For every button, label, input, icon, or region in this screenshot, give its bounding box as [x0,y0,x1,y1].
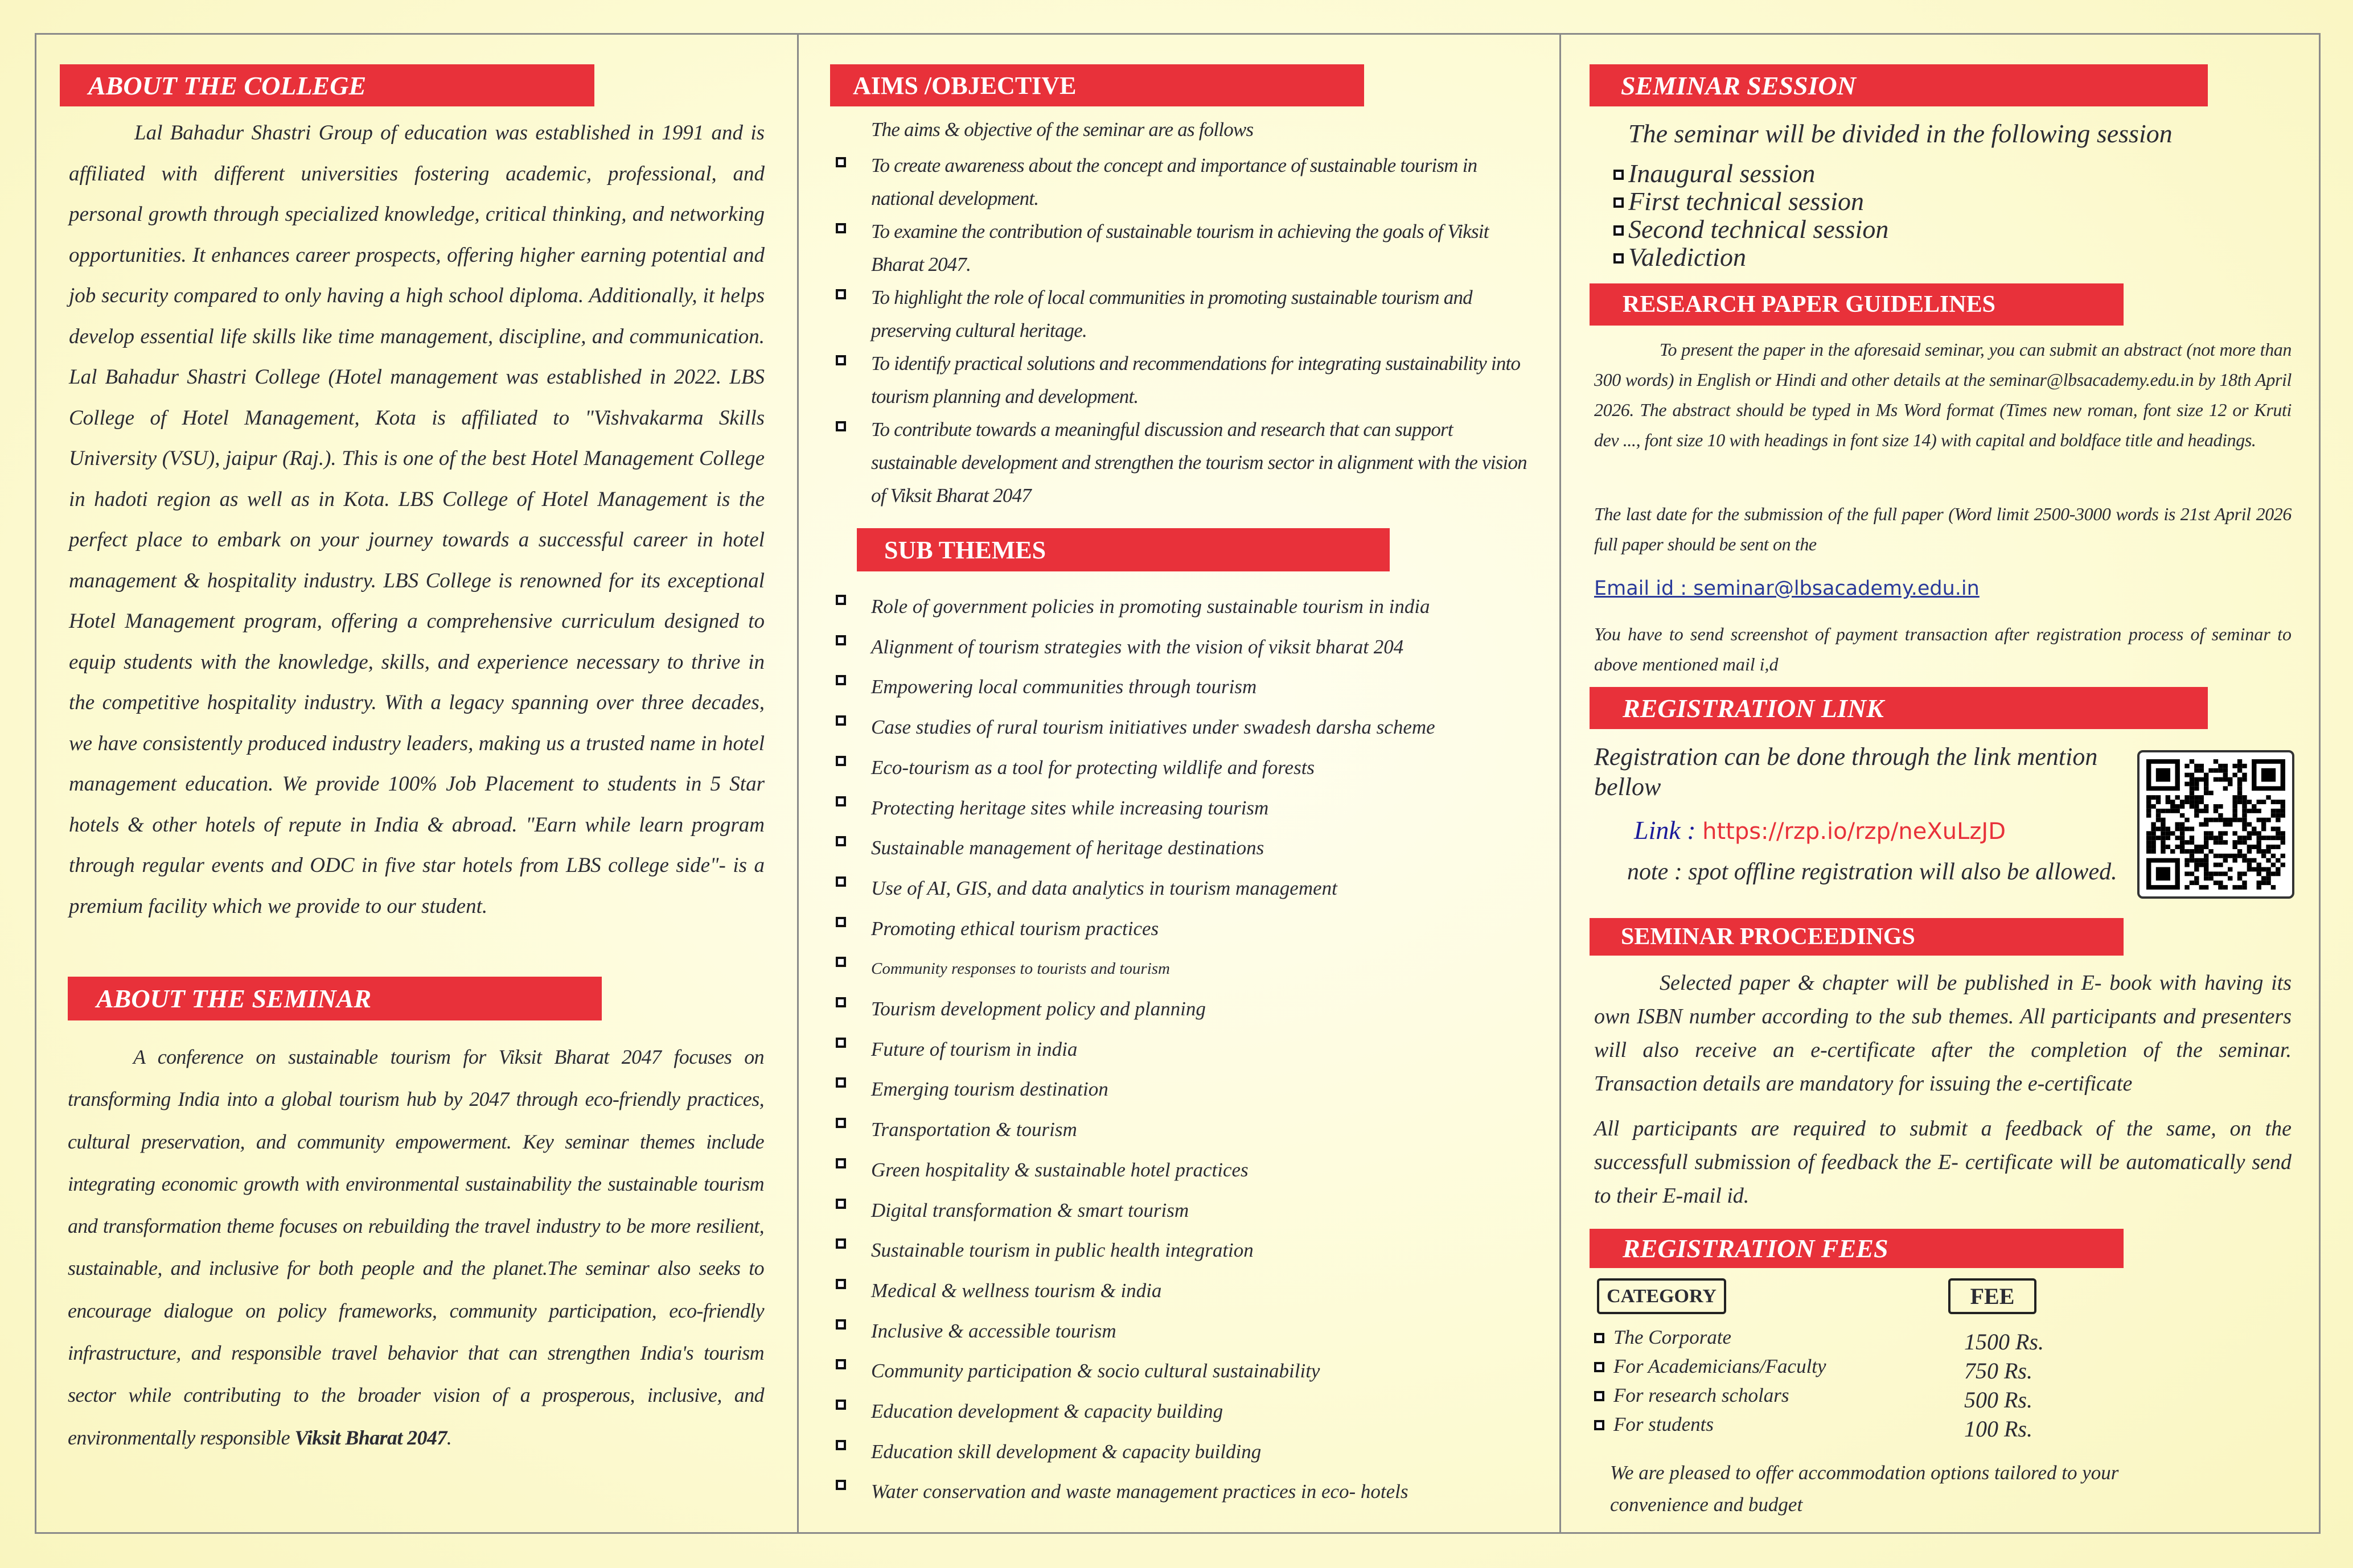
aim-item-text: To examine the contribution of sustainable tourism in achieving the goals of Viksit Bharat 2047. [871,220,1489,275]
sub-theme-item [836,788,1547,829]
aim-item-text: To identify practical solutions and recommendations for integrating sustainability into tourism planning and development. [871,352,1521,408]
sub-themes-heading: SUB THEMES [857,528,1390,571]
aim-item [836,149,1536,215]
about-seminar-body: A conference on sustainable tourism for Viksit Bharat 2047 focuses on transforming India into a global tourism hub by 2047 through eco-friendly practices, cultural preservation, and community empowerment. Key seminar themes include integrating economic growth with environmental sustainability the sustainable tourism and transformation theme focuses on rebuilding the travel industry to be more resilient, sustainable, and inclusive for both people and the planet.The seminar also seeks to encourage dialogue on policy frameworks, community participation, eco-friendly infrastructure, and responsible travel behavior that can strengthen India's tourism sector while contributing to the broader vision of a prosperous, inclusive, and environmentally responsible [68,1046,764,1449]
sub-theme-item [836,1432,1547,1472]
bullet-icon [1594,1420,1604,1430]
about-college-heading: ABOUT THE COLLEGE [60,64,594,106]
sub-theme-item-text: Inclusive & accessible tourism [871,1319,1116,1342]
guidelines-p1: To present the paper in the aforesaid seminar, you can submit an abstract (not more than 300 words) in English or Hindi and other details at the seminar@lbsacademy.edu.in by 18th April 2026. The abstract should be typed in Ms Word format (Times new roman, font size 12 or Kruti dev ..., font size 10 with headings in font size 14) with capital and boldface title and headings. [1594,339,2292,450]
fee-category [1594,1413,1714,1436]
aim-item [836,413,1536,512]
sub-theme-item [836,1110,1547,1150]
sub-theme-item-text: Digital transformation & smart tourism [871,1199,1189,1221]
registration-note: note : spot offline registration will also be allowed. [1627,859,2117,885]
aim-item [836,347,1536,413]
accommodation-note: We are pleased to offer accommodation options tailored to your convenience and budget [1610,1462,2119,1516]
registration-link-row [1634,815,2006,845]
sub-theme-item-text: Eco-tourism as a tool for protecting wildlife and forests [871,756,1315,779]
guidelines-p3: You have to send screenshot of payment transaction after registration process of seminar to above mentioned mail i,d [1594,624,2292,674]
fee-category-text: For Academicians/Faculty [1613,1355,1826,1377]
fee-amount: 1500 Rs. [1964,1329,2044,1355]
bullet-icon [1594,1391,1604,1401]
fee-category [1594,1355,1826,1378]
session-item-text: Inaugural session [1628,159,1816,188]
fee-category-text: For research scholars [1613,1384,1789,1406]
link-label: Link : [1634,816,1696,845]
sub-theme-item-text: Sustainable management of heritage destinations [871,837,1264,859]
fee-category-text: The Corporate [1613,1326,1732,1348]
sub-theme-item-text: Role of government policies in promoting sustainable tourism in india [871,595,1430,618]
session-item [1613,187,1888,215]
fee-category-text: For students [1613,1413,1714,1435]
registration-link-heading: REGISTRATION LINK [1590,687,2208,729]
aims-list [836,149,1536,512]
session-item [1613,215,1888,243]
session-intro: The seminar will be divided in the following session [1628,119,2173,148]
column-divider [1559,33,1561,1534]
sub-theme-item [836,1351,1547,1392]
sub-theme-item [836,627,1547,668]
sub-theme-item-text: Sustainable tourism in public health integration [871,1239,1254,1262]
about-seminar-text [68,1036,764,1459]
sub-theme-item [836,1311,1547,1352]
sub-theme-item [836,1392,1547,1432]
sub-theme-item-text: Water conservation and waste management practices in eco- hotels [871,1480,1408,1503]
proceedings-p1: Selected paper & chapter will be published in E- book with having its own ISBN number according to the sub themes. All participants and presenters will also receive an e-certificate after the completion of the seminar. Transaction details are mandatory for issuing the e-certificate [1594,971,2292,1096]
aim-item-text: To highlight the role of local communities in promoting sustainable tourism and preserving cultural heritage. [871,286,1472,341]
sub-theme-item-text: Medical & wellness tourism & india [871,1279,1162,1302]
guidelines-p2: The last date for the submission of the full paper (Word limit 2500-3000 words is 21st April 2026 full paper should be sent on the [1594,504,2292,554]
sub-theme-item-text: Education development & capacity building [871,1400,1223,1423]
sub-theme-item [836,1069,1547,1110]
about-seminar-end: . [446,1426,452,1449]
sub-theme-item-text: Tourism development policy and planning [871,998,1206,1020]
session-item [1613,243,1888,271]
aims-heading: AIMS /OBJECTIVE [830,64,1364,106]
fee-category [1594,1384,1789,1407]
sub-theme-item-text: Community responses to tourists and tourism [871,960,1170,978]
sub-theme-item [836,909,1547,949]
aims-intro: The aims & objective of the seminar are as follows [871,118,1254,141]
email-link[interactable]: Email id : seminar@lbsacademy.edu.in [1594,577,1980,600]
seminar-session-heading: SEMINAR SESSION [1590,64,2208,106]
sub-theme-item [836,869,1547,909]
aim-item-text: To create awareness about the concept and importance of sustainable tourism in national development. [871,154,1477,209]
sub-theme-item-text: Community participation & socio cultural sustainability [871,1360,1320,1382]
session-item-text: Valediction [1628,242,1746,271]
bullet-icon [1594,1362,1604,1372]
sub-theme-item-text: Promoting ethical tourism practices [871,917,1159,940]
research-guidelines-heading: RESEARCH PAPER GUIDELINES [1590,283,2124,326]
registration-url[interactable]: https://rzp.io/rzp/neXuLzJD [1702,818,2006,845]
sub-theme-item-text: Future of tourism in india [871,1038,1078,1060]
sub-theme-item [836,587,1547,627]
sub-theme-item-text: Protecting heritage sites while increasing tourism [871,796,1269,819]
about-seminar-heading: ABOUT THE SEMINAR [68,977,602,1020]
sub-theme-item [836,1472,1547,1512]
about-seminar-bold: Viksit Bharat 2047 [294,1426,447,1449]
registration-fees-heading: REGISTRATION FEES [1590,1229,2124,1268]
aim-item [836,215,1536,281]
session-item-text: First technical session [1628,187,1864,216]
session-list [1613,159,1888,271]
sub-theme-item [836,1230,1547,1271]
sub-theme-item-text: Transportation & tourism [871,1118,1077,1141]
sub-theme-item-text: Green hospitality & sustainable hotel practices [871,1158,1249,1181]
registration-text: Registration can be done through the link mention bellow [1594,743,2098,801]
sub-theme-item [836,667,1547,707]
aim-item [836,281,1536,347]
sub-themes-list [836,587,1547,1512]
fee-amount: 100 Rs. [1964,1416,2032,1442]
sub-theme-item [836,1271,1547,1311]
sub-theme-item-text: Empowering local communities through tourism [871,676,1257,698]
category-header: CATEGORY [1597,1278,1726,1314]
about-college-text: Lal Bahadur Shastri Group of education was established in 1991 and is affiliated with different universities fostering academic, professional, and personal growth through specialized knowledge, critical thinking, and networking opportunities. It enhances career prospects, offering higher earning potential and job security compared to only having a high school diploma. Additionally, it helps develop essential life skills like time management, discipline, and communication. Lal Bahadur Shastri College (Hotel management was established in 2022. LBS College of Hotel Management, Kota is affiliated to "Vishvakarma Skills University (VSU), jaipur (Raj.). This is one of the best Hotel Management College in hadoti region as well as in Kota. LBS College of Hotel Management is the perfect place to embark on your journey towards a successful career in hotel management & hospitality industry. LBS College is renowned for its exceptional Hotel Management program, offering a comprehensive curriculum designed to equip students with the knowledge, skills, and experience necessary to thrive in the competitive hospitality industry. With a legacy spanning over three decades, we have consistently produced industry leaders, making us a trusted name in hotel management education. We provide 100% Job Placement to students in 5 Star hotels & other hotels of repute in India & abroad. "Earn while learn program through regular events and ODC in five star hotels from LBS college side"- is a premium facility which we provide to our student. [69,121,765,918]
aim-item-text: To contribute towards a meaningful discussion and research that can support sustainable development and strengthen the tourism sector in alignment with the vision of Viksit Bharat 2047 [871,418,1527,507]
sub-theme-item-text: Case studies of rural tourism initiatives under swadesh darsha scheme [871,716,1435,739]
fee-amount: 750 Rs. [1964,1358,2032,1384]
sub-theme-item [836,1030,1547,1070]
session-item-text: Second technical session [1628,215,1889,244]
bullet-icon [1594,1333,1604,1343]
proceedings-heading: SEMINAR PROCEEDINGS [1590,918,2124,956]
fee-amount: 500 Rs. [1964,1387,2032,1413]
session-item [1613,159,1888,187]
fee-header: FEE [1948,1278,2036,1314]
sub-theme-item [836,949,1547,989]
column-divider [797,33,799,1534]
sub-theme-item [836,828,1547,869]
qr-code-icon[interactable] [2137,750,2294,899]
sub-theme-item [836,1191,1547,1231]
sub-theme-item [836,989,1547,1030]
sub-theme-item-text: Emerging tourism destination [871,1078,1108,1101]
sub-theme-item [836,748,1547,788]
sub-theme-item-text: Use of AI, GIS, and data analytics in tourism management [871,876,1337,899]
sub-theme-item-text: Alignment of tourism strategies with the vision of viksit bharat 204 [871,635,1404,658]
sub-theme-item-text: Education skill development & capacity building [871,1440,1262,1463]
sub-theme-item [836,707,1547,748]
fee-category [1594,1326,1731,1349]
sub-theme-item [836,1150,1547,1191]
proceedings-p2: All participants are required to submit a feedback of the same, on the successfull submission of feedback the E- certificate will be automatically send to their E-mail id. [1594,1117,2292,1208]
